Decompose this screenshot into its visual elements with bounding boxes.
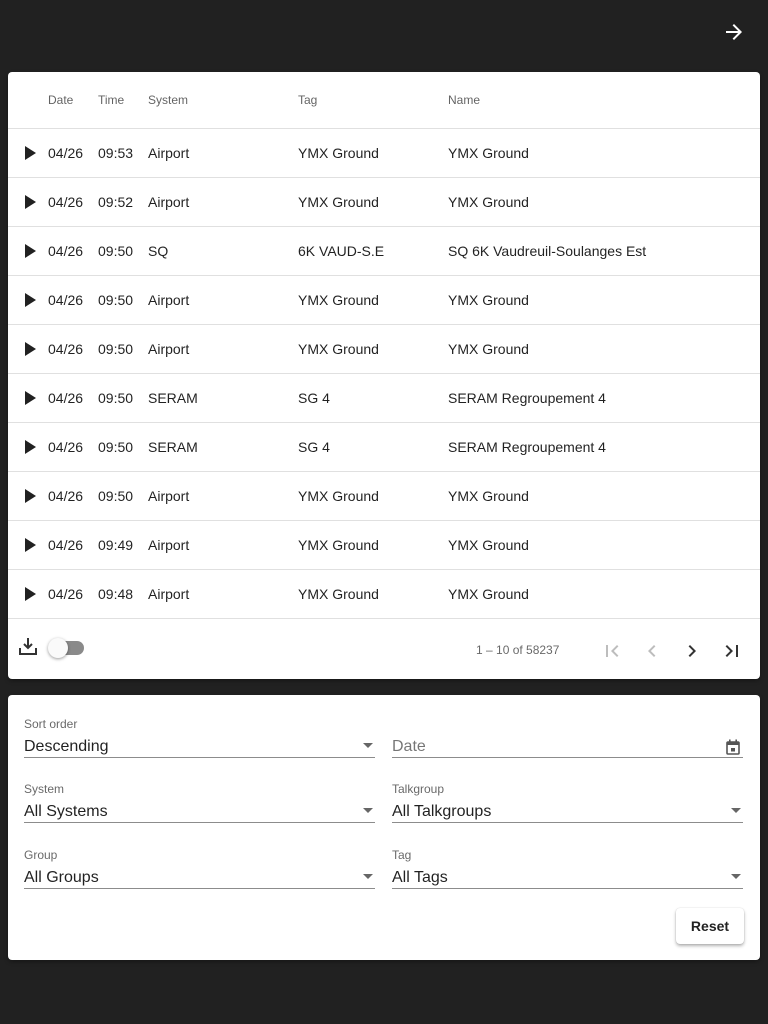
play-cell <box>8 178 48 227</box>
calendar-icon[interactable] <box>726 739 740 755</box>
time-cell: 09:52 <box>98 178 148 227</box>
calls-table <box>8 72 760 619</box>
time-cell: 09:50 <box>98 276 148 325</box>
date-cell: 04/26 <box>48 521 98 570</box>
date-placeholder: Date <box>392 738 426 755</box>
date-cell: 04/26 <box>48 276 98 325</box>
name-cell: SERAM Regroupement 4 <box>448 423 760 472</box>
play-cell <box>8 472 48 521</box>
tag-cell: YMX Ground <box>298 570 448 619</box>
time-cell: 09:50 <box>98 325 148 374</box>
play-icon[interactable] <box>17 190 41 214</box>
play-cell <box>8 129 48 178</box>
table-row[interactable] <box>8 423 760 472</box>
name-cell: YMX Ground <box>448 472 760 521</box>
system-cell: Airport <box>148 276 298 325</box>
paginator-range-label: 1 – 10 of 58237 <box>476 643 560 657</box>
dropdown-arrow-icon <box>363 743 373 748</box>
first-page-icon[interactable] <box>600 639 624 663</box>
name-cell: YMX Ground <box>448 570 760 619</box>
table-row[interactable] <box>8 227 760 276</box>
arrow-right-icon[interactable] <box>722 20 746 44</box>
date-cell: 04/26 <box>48 472 98 521</box>
system-cell: Airport <box>148 472 298 521</box>
tag-cell: YMX Ground <box>298 325 448 374</box>
talkgroup-value: All Talkgroups <box>392 803 492 820</box>
play-icon[interactable] <box>17 239 41 263</box>
table-footer <box>8 619 760 679</box>
system-cell: SERAM <box>148 374 298 423</box>
system-select[interactable] <box>24 766 375 823</box>
system-cell: Airport <box>148 521 298 570</box>
play-cell <box>8 325 48 374</box>
table-row[interactable] <box>8 570 760 619</box>
play-icon[interactable] <box>17 141 41 165</box>
system-cell: SERAM <box>148 423 298 472</box>
tag-select[interactable] <box>392 832 743 889</box>
table-row[interactable] <box>8 129 760 178</box>
header-name: Name <box>448 72 760 129</box>
dropdown-arrow-icon <box>363 874 373 879</box>
table-row[interactable] <box>8 276 760 325</box>
header-time: Time <box>98 72 148 129</box>
sort-order-select[interactable] <box>24 701 375 758</box>
name-cell: YMX Ground <box>448 129 760 178</box>
system-cell: SQ <box>148 227 298 276</box>
play-icon[interactable] <box>17 288 41 312</box>
play-icon[interactable] <box>17 435 41 459</box>
play-icon[interactable] <box>17 337 41 361</box>
play-icon[interactable] <box>17 386 41 410</box>
table-header-row <box>8 72 760 129</box>
play-icon[interactable] <box>17 582 41 606</box>
name-cell: SQ 6K Vaudreuil-Soulanges Est <box>448 227 760 276</box>
time-cell: 09:53 <box>98 129 148 178</box>
name-cell: YMX Ground <box>448 178 760 227</box>
tag-value: All Tags <box>392 869 448 886</box>
top-toolbar <box>0 0 768 66</box>
calls-table-card <box>8 72 760 679</box>
time-cell: 09:50 <box>98 423 148 472</box>
name-cell: YMX Ground <box>448 521 760 570</box>
name-cell: SERAM Regroupement 4 <box>448 374 760 423</box>
play-cell <box>8 374 48 423</box>
date-cell: 04/26 <box>48 129 98 178</box>
play-cell <box>8 276 48 325</box>
play-icon[interactable] <box>17 484 41 508</box>
group-value: All Groups <box>24 869 99 886</box>
previous-page-icon[interactable] <box>640 639 664 663</box>
sort-order-label: Sort order <box>24 717 78 731</box>
time-cell: 09:50 <box>98 472 148 521</box>
system-cell: Airport <box>148 129 298 178</box>
table-row[interactable] <box>8 325 760 374</box>
tag-cell: 6K VAUD-S.E <box>298 227 448 276</box>
play-icon[interactable] <box>17 533 41 557</box>
date-cell: 04/26 <box>48 570 98 619</box>
dropdown-arrow-icon <box>731 874 741 879</box>
table-row[interactable] <box>8 472 760 521</box>
header-system: System <box>148 72 298 129</box>
tag-cell: YMX Ground <box>298 472 448 521</box>
date-cell: 04/26 <box>48 227 98 276</box>
dropdown-arrow-icon <box>363 808 373 813</box>
download-icon[interactable] <box>18 636 38 656</box>
dropdown-arrow-icon <box>731 808 741 813</box>
live-toggle[interactable] <box>48 637 84 657</box>
next-page-icon[interactable] <box>680 639 704 663</box>
system-cell: Airport <box>148 570 298 619</box>
date-cell: 04/26 <box>48 178 98 227</box>
time-cell: 09:50 <box>98 227 148 276</box>
date-cell: 04/26 <box>48 325 98 374</box>
tag-cell: SG 4 <box>298 374 448 423</box>
name-cell: YMX Ground <box>448 325 760 374</box>
group-select[interactable] <box>24 832 375 889</box>
table-row[interactable] <box>8 374 760 423</box>
talkgroup-label: Talkgroup <box>392 782 445 796</box>
group-label: Group <box>24 848 58 862</box>
system-label: System <box>24 782 65 796</box>
tag-cell: YMX Ground <box>298 276 448 325</box>
date-cell: 04/26 <box>48 374 98 423</box>
time-cell: 09:50 <box>98 374 148 423</box>
header-date: Date <box>48 72 98 129</box>
sort-order-value: Descending <box>24 738 109 755</box>
table-row[interactable] <box>8 178 760 227</box>
talkgroup-select[interactable] <box>392 766 743 823</box>
tag-label: Tag <box>392 848 412 862</box>
table-row[interactable] <box>8 521 760 570</box>
name-cell: YMX Ground <box>448 276 760 325</box>
play-cell <box>8 570 48 619</box>
time-cell: 09:49 <box>98 521 148 570</box>
filters-card <box>8 695 760 960</box>
header-play <box>8 72 48 129</box>
play-cell <box>8 227 48 276</box>
system-value: All Systems <box>24 803 108 820</box>
play-cell <box>8 521 48 570</box>
tag-cell: YMX Ground <box>298 129 448 178</box>
header-tag: Tag <box>298 72 448 129</box>
time-cell: 09:48 <box>98 570 148 619</box>
last-page-icon[interactable] <box>720 639 744 663</box>
date-field[interactable] <box>392 701 743 758</box>
tag-cell: YMX Ground <box>298 521 448 570</box>
system-cell: Airport <box>148 325 298 374</box>
date-cell: 04/26 <box>48 423 98 472</box>
tag-cell: YMX Ground <box>298 178 448 227</box>
tag-cell: SG 4 <box>298 423 448 472</box>
toggle-thumb <box>48 638 68 658</box>
reset-button[interactable]: Reset <box>676 908 744 944</box>
play-cell <box>8 423 48 472</box>
system-cell: Airport <box>148 178 298 227</box>
